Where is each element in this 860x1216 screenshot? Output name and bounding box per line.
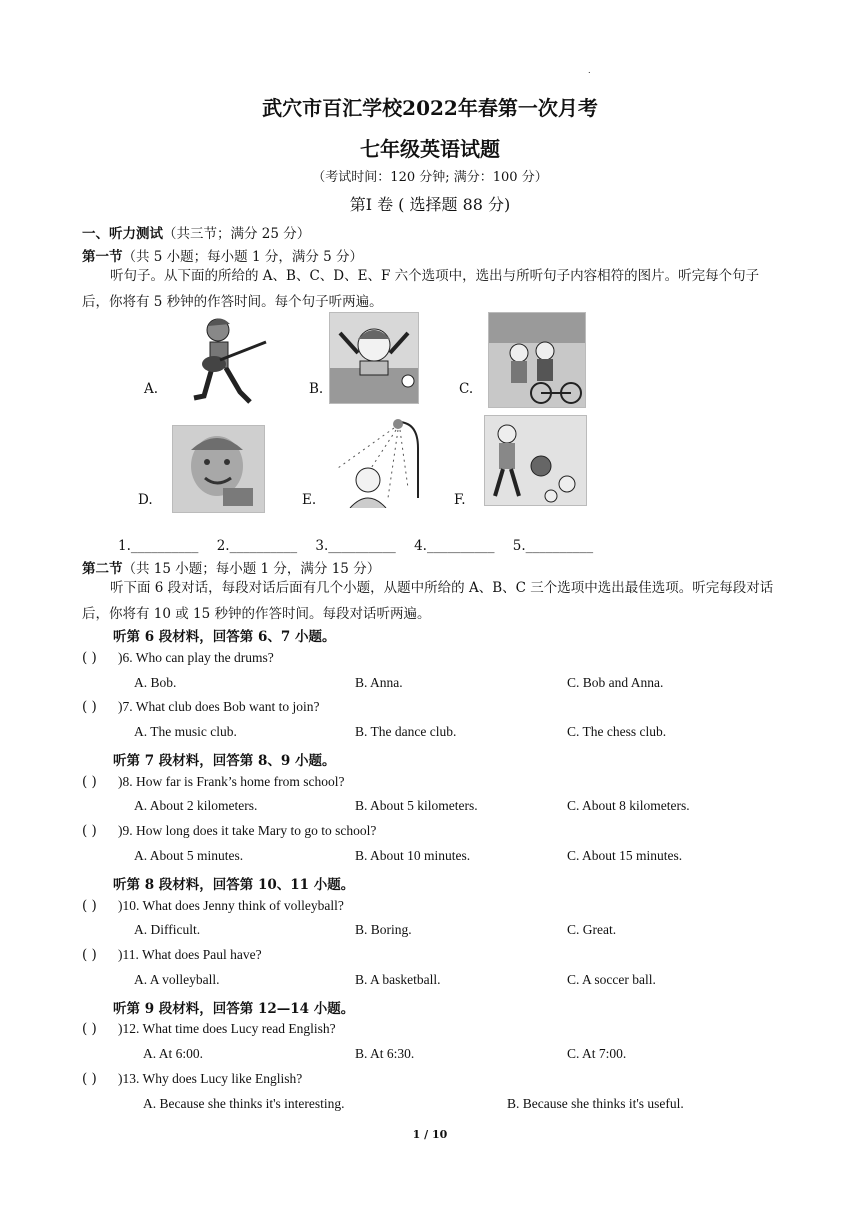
question-11: )11. What does Paul have?: [118, 947, 262, 962]
section1-heading: [82, 222, 310, 242]
question-9: )9. How long does it take Mary to go to school?: [118, 823, 377, 838]
answer-paren-13[interactable]: ( ): [82, 1071, 97, 1087]
answer-paren-12[interactable]: ( ): [82, 1021, 97, 1037]
answer-paren-11[interactable]: ( ): [82, 947, 97, 963]
section1-sub-bold: 第一节: [82, 249, 123, 265]
header-dot: .: [588, 66, 591, 75]
picture-label-c: C.: [459, 381, 474, 397]
material-6-heading: 听第 6 段材料，回答第 6、7 小题。: [113, 629, 336, 645]
section2-sub: [82, 557, 380, 577]
section1-instructions: 听句子。从下面的所给的 A、B、C、D、E、F 六个选项中，选出与所听句子内容相符的图片。听完每个句子后，你将有 5 秒钟的作答时间。每个句子听两遍。: [82, 268, 760, 310]
q6-option-a: A. Bob.: [134, 675, 177, 690]
material-9-heading: 听第 9 段材料，回答第 12—14 小题。: [113, 1001, 355, 1017]
answer-blank-5[interactable]: 5.__________: [512, 538, 594, 554]
section1-sub: [82, 245, 363, 265]
q6-option-b: B. Anna.: [355, 675, 403, 690]
q8-option-b: B. About 5 kilometers.: [355, 798, 478, 813]
q6-option-c: C. Bob and Anna.: [567, 675, 664, 690]
picture-label-d: D.: [138, 492, 153, 508]
answer-blank-3[interactable]: 3.__________: [315, 538, 396, 554]
question-13: )13. Why does Lucy like English?: [118, 1071, 303, 1086]
q11-option-b: B. A basketball.: [355, 972, 441, 987]
q10-option-b: B. Boring.: [355, 922, 412, 937]
q10-option-a: A. Difficult.: [134, 922, 201, 937]
bike-riders-illustration: [488, 312, 586, 408]
q7-option-b: B. The dance club.: [355, 724, 457, 739]
school-title: 武穴市百汇学校2022年春第一次月考: [262, 96, 598, 120]
material-8-heading: 听第 8 段材料，回答第 10、11 小题。: [113, 877, 355, 893]
smiling-man-photo: [172, 425, 265, 513]
q13-option-a: A. Because she thinks it's interesting.: [143, 1096, 345, 1111]
q9-option-b: B. About 10 minutes.: [355, 848, 471, 863]
picture-label-f: F.: [454, 492, 466, 508]
q9-option-a: A. About 5 minutes.: [134, 848, 244, 863]
answer-paren-8[interactable]: ( ): [82, 774, 97, 790]
q8-option-c: C. About 8 kilometers.: [567, 798, 690, 813]
section1-heading-bold: 一、听力测试: [82, 226, 163, 242]
question-8: )8. How far is Frank’s home from school?: [118, 774, 345, 789]
q9-option-c: C. About 15 minutes.: [567, 848, 683, 863]
q13-option-b: B. Because she thinks it's useful.: [507, 1096, 684, 1111]
picture-label-a: A.: [144, 381, 159, 397]
q12-option-b: B. At 6:30.: [355, 1046, 415, 1061]
section2-instructions: 听下面 6 段对话，每段对话后面有几个小题，从题中所给的 A、B、C 三个选项中选出最佳选项。听完每段对话后，你将有 10 或 15 秒钟的作答时间。每段对话听两遍。: [82, 580, 774, 622]
q12-option-a: A. At 6:00.: [143, 1046, 204, 1061]
q8-option-a: A. About 2 kilometers.: [134, 798, 258, 813]
picture-label-b: B.: [309, 381, 324, 397]
waking-boy-illustration: [329, 312, 419, 404]
q7-option-c: C. The chess club.: [567, 724, 667, 739]
q11-option-a: A. A volleyball.: [134, 972, 220, 987]
question-12: )12. What time does Lucy read English?: [118, 1021, 336, 1036]
part-title: 第I 卷 ( 选择题 88 分): [349, 195, 511, 214]
section1-sub-rest: （共 5 小题；每小题 1 分，满分 5 分）: [122, 249, 364, 265]
exam-meta: （考试时间：120 分钟; 满分：100 分）: [312, 170, 548, 185]
answer-blank-1[interactable]: 1.__________: [118, 538, 199, 554]
page-number: 1 / 10: [412, 1128, 448, 1141]
question-10: )10. What does Jenny think of volleyball?: [118, 898, 344, 913]
guitar-player-illustration: [180, 312, 270, 406]
material-7-heading: 听第 7 段材料，回答第 8、9 小题。: [113, 753, 336, 769]
section2-sub-rest: （共 15 小题；每小题 1 分，满分 15 分）: [122, 561, 381, 577]
answer-paren-6[interactable]: ( ): [82, 650, 97, 666]
subject-title: 七年级英语试题: [360, 137, 500, 161]
q12-option-c: C. At 7:00.: [567, 1046, 627, 1061]
q10-option-c: C. Great.: [567, 922, 617, 937]
picture-label-e: E.: [302, 492, 317, 508]
basketball-kids-illustration: [484, 415, 587, 506]
answer-paren-10[interactable]: ( ): [82, 898, 97, 914]
section1-heading-rest: （共三节；满分 25 分）: [163, 226, 311, 242]
answer-blank-4[interactable]: 4.__________: [414, 538, 495, 554]
section2-sub-bold: 第二节: [82, 561, 123, 577]
question-6: )6. Who can play the drums?: [118, 650, 274, 665]
answer-paren-7[interactable]: ( ): [82, 699, 97, 715]
answer-blank-2[interactable]: 2.__________: [216, 538, 298, 554]
q7-option-a: A. The music club.: [134, 724, 237, 739]
question-7: )7. What club does Bob want to join?: [118, 699, 320, 714]
q11-option-c: C. A soccer ball.: [567, 972, 656, 987]
shower-illustration: [328, 418, 428, 508]
answer-paren-9[interactable]: ( ): [82, 823, 97, 839]
answer-blanks: [118, 538, 607, 554]
